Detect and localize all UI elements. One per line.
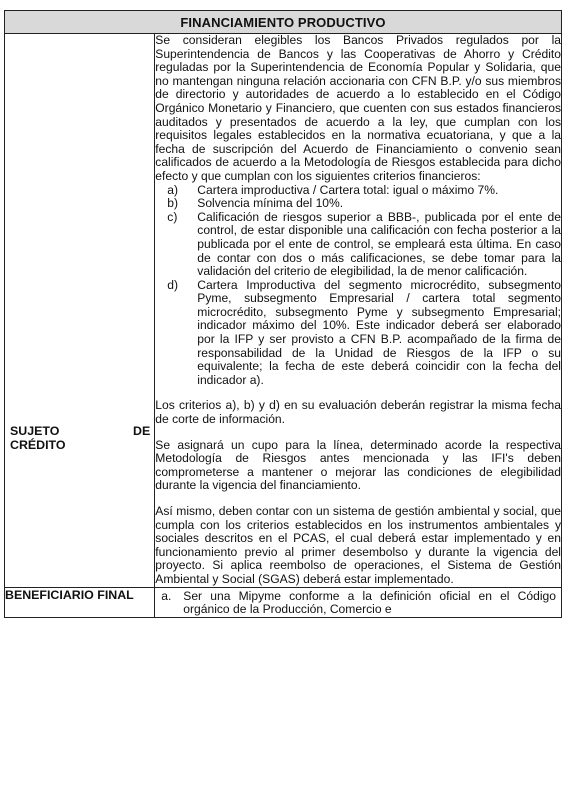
criteria-text: Calificación de riesgos superior a BBB-, publicada por el ente de control, de estar disponible una calificación con fecha posterior a la publicada por el ente de control, se empleará esta última. En caso de contar con dos o más calificaciones, se debe tomar para la validación del criterio de elegibilidad, la de menor calificación. — [197, 209, 561, 279]
table-header: FINANCIAMIENTO PRODUCTIVO — [5, 11, 562, 34]
sujeto-paragraph-4: Así mismo, deben contar con un sistema de gestión ambiental y social, que cumpla con los criterios establecidos en los instrumentos ambientales y sociales descritos en el PCAS, el cual deberá estar implementado y en funcionamiento previo al primer desembolso y durante la vigencia del proyecto. Si aplica reembolso de operaciones, el Sistema de Gestión Ambiental y Social (SGAS) deberá estar implementado. — [155, 504, 561, 586]
criteria-item-d — [167, 279, 561, 388]
criteria-marker: a) — [167, 182, 179, 197]
sujeto-paragraph-2: Los criterios a), b) y d) en su evaluación deberán registrar la misma fecha de corte de información. — [155, 398, 561, 427]
sujeto-intro: Se consideran elegibles los Bancos Privados regulados por la Superintendencia de Bancos y las Cooperativas de Ahorro y Crédito reguladas por la Superintendencia de Economía Popular y Solidaria, que no mantengan ninguna relación accionaria con CFN B.P. y/o sus miembros de directorio y autoridades de acuerdo a lo establecido en el Código Orgánico Monetario y Financiero, que cuenten con sus estados financieros auditados y presentados de acuerdo a la ley, que cumplan con los requisitos legales establecidos en la normativa ecuatoriana, y que a la fecha de suscripción del Acuerdo de Financiamiento o convenio sean calificados de acuerdo a la Metodología de Riesgos establecida para dicho efecto y que cumplan con los siguientes criterios financieros: — [155, 33, 561, 183]
sujeto-paragraph-3: Se asignará un cupo para la línea, determinado acorde la respectiva Metodología de Riesgos antes mencionada y las IFI's deben comprometerse a mantener o mejorar las condiciones de elegibilidad durante la vigencia del financiamiento. — [155, 437, 561, 493]
financing-table — [4, 10, 562, 618]
criteria-marker: d) — [167, 277, 179, 292]
criteria-text: Cartera improductiva / Cartera total: igual o máximo 7%. — [197, 182, 499, 197]
sujeto-content-cell — [155, 34, 562, 588]
criteria-text: Cartera Improductiva del segmento microcrédito, subsegmento Pyme, subsegmento Empresarial / cartera total segmento microcrédito, subsegmento Pyme y subsegmento Empresarial; indicador máximo del 10%. Este indicador deberá ser elaborado por la IFP y ser provisto a CFN B.P. acompañado de la firma de responsabilidad de la Unidad de Riesgos de la IFP o su equivalente; la fecha de este deberá coincidir con la fecha del indicador a). — [197, 277, 561, 387]
beneficiario-row — [5, 587, 562, 617]
criteria-item-c — [167, 211, 561, 279]
criteria-marker: c) — [167, 209, 178, 224]
beneficiario-marker: a. — [161, 588, 172, 603]
beneficiario-label: BENEFICIARIO FINAL — [5, 587, 155, 617]
sujeto-label-word2: DE — [133, 424, 151, 438]
criteria-list — [155, 184, 561, 388]
sujeto-label-cell — [5, 34, 155, 588]
table-header-row — [5, 11, 562, 34]
beneficiario-content-cell — [155, 587, 562, 617]
criteria-marker: b) — [167, 196, 179, 211]
sujeto-label-word1: SUJETO — [10, 424, 60, 438]
beneficiario-text: Ser una Mipyme conforme a la definición oficial en el Código orgánico de la Producción, Comercio e — [183, 588, 556, 617]
criteria-item-a — [167, 184, 561, 198]
criteria-text: Solvencia mínima del 10%. — [197, 196, 344, 211]
criteria-item-b — [167, 197, 561, 211]
sujeto-row — [5, 34, 562, 588]
sujeto-label-line2: CRÉDITO — [10, 438, 66, 452]
